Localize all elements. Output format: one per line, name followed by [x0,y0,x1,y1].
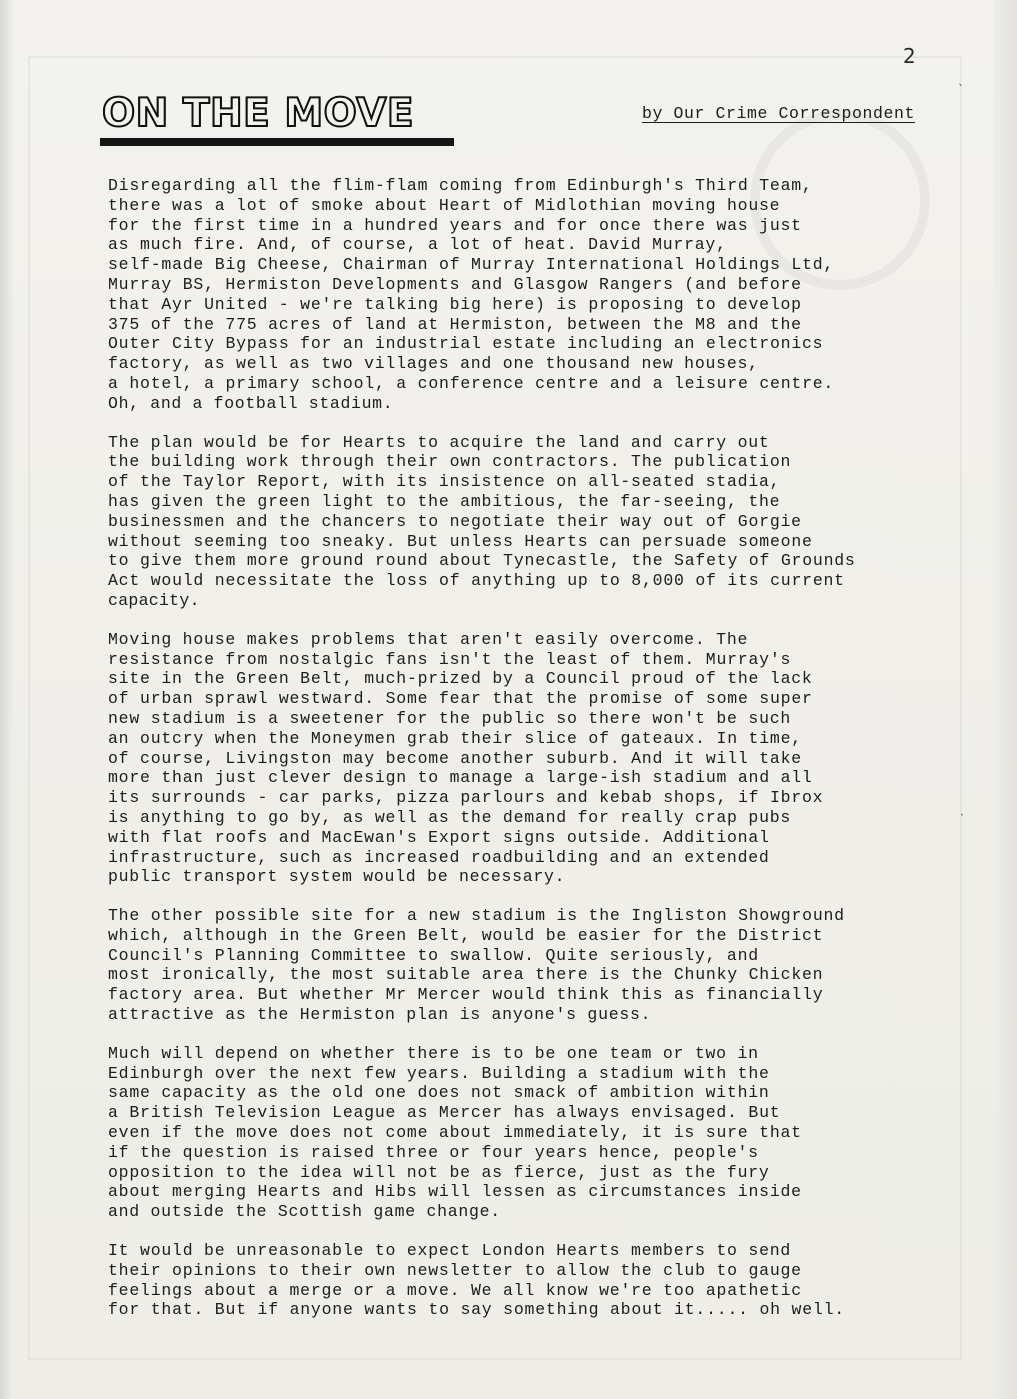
article-text-line: which, although in the Green Belt, would be easier for the District [108,925,824,945]
article-text-line: 375 of the 775 acres of land at Hermiston, between the M8 and the [108,314,802,334]
article-text-line: resistance from nostalgic fans isn't the least of them. Murray's [108,649,792,669]
article-paragraph [108,433,958,611]
article-text-line: without seeming too sneaky. But unless Hearts can persuade someone [108,531,813,551]
page-number: 2 [903,44,916,68]
article-text-line: Moving house makes problems that aren't easily overcome. The [108,629,749,649]
article-text-line: its surrounds - car parks, pizza parlours and kebab shops, if Ibrox [108,788,824,808]
article-text-line: of course, Livingston may become another suburb. And it will take [108,748,802,768]
article-text-line: of urban sprawl westward. Some fear that the promise of some super [108,689,813,709]
article-text-line: attractive as the Hermiston plan is anyone's guess. [108,1005,652,1025]
article-text-line: with flat roofs and MacEwan's Export signs outside. Additional [108,827,770,847]
article-text-line: The other possible site for a new stadium is the Ingliston Showground [108,906,845,926]
article-text-line: Disregarding all the flim-flam coming from Edinburgh's Third Team, [108,176,813,195]
page-right-edge-shadow [993,0,1017,1399]
article-paragraph [108,1044,958,1222]
article-text-line: to give them more ground round about Tynecastle, the Safety of Grounds [108,551,856,571]
article-text-line: a British Television League as Mercer has always envisaged. But [108,1103,781,1123]
article-text-line: Edinburgh over the next few years. Building a stadium with the [108,1063,770,1083]
article-text-line: capacity. [108,590,200,610]
article-text-line: Murray BS, Hermiston Developments and Glasgow Rangers (and before [108,274,802,294]
article-text-line: as much fire. And, of course, a lot of heat. David Murray, [108,235,727,255]
article-body [108,176,958,1339]
article-text-line: Act would necessitate the loss of anything up to 8,000 of its current [108,571,845,591]
article-text-line: public transport system would be necessary. [108,867,566,887]
article-text-line: Council's Planning Committee to swallow. Quite seriously, and [108,945,759,965]
article-headline: ON THE MOVE [102,91,415,136]
scan-speck: ˎ [958,72,964,86]
article-paragraph [108,630,958,887]
article-text-line: The plan would be for Hearts to acquire the land and carry out [108,432,770,452]
article-text-line: for that. But if anyone wants to say something about it..... oh well. [108,1300,845,1320]
article-text-line: is anything to go by, as well as the demand for really crap pubs [108,807,792,827]
article-text-line: Outer City Bypass for an industrial estate including an electronics [108,334,824,354]
article-text-line: factory, as well as two villages and one thousand new houses, [108,354,759,374]
article-text-line: their opinions to their own newsletter to allow the club to gauge [108,1260,802,1280]
article-text-line: site in the Green Belt, much-prized by a Council proud of the lack [108,669,813,689]
article-text-line: businessmen and the chancers to negotiate their way out of Gorgie [108,511,802,531]
article-text-line: Oh, and a football stadium. [108,393,394,413]
article-text-line: the building work through their own contractors. The publication [108,452,792,472]
article-paragraph [108,176,958,414]
article-text-line: infrastructure, such as increased roadbuilding and an extended [108,847,770,867]
article-text-line: has given the green light to the ambitious, the far-seeing, the [108,491,781,511]
article-text-line: there was a lot of smoke about Heart of Midlothian moving house [108,195,781,215]
article-text-line: that Ayr United - we're talking big here) is proposing to develop [108,294,802,314]
article-text-line: and outside the Scottish game change. [108,1202,501,1222]
article-paragraph [108,906,958,1025]
scan-speck: · [960,808,964,822]
article-text-line: even if the move does not come about immediately, it is sure that [108,1123,802,1143]
article-text-line: opposition to the idea will not be as fierce, just as the fury [108,1162,770,1182]
article-text-line: new stadium is a sweetener for the public so there won't be such [108,708,792,728]
article-text-line: more than just clever design to manage a large-ish stadium and all [108,768,813,788]
article-text-line: about merging Hearts and Hibs will lessen as circumstances inside [108,1182,802,1202]
headline-underline-bar [100,138,454,146]
article-byline: by Our Crime Correspondent [642,104,916,123]
article-paragraph [108,1241,958,1320]
page-left-edge-shadow [0,0,14,1399]
article-text-line: It would be unreasonable to expect London Hearts members to send [108,1241,792,1261]
article-text-line: an outcry when the Moneymen grab their slice of gateaux. In time, [108,728,802,748]
article-text-line: same capacity as the old one does not smack of ambition within [108,1083,770,1103]
article-text-line: of the Taylor Report, with its insistence on all-seated stadia, [108,472,781,492]
article-text-line: most ironically, the most suitable area there is the Chunky Chicken [108,965,824,985]
article-text-line: a hotel, a primary school, a conference centre and a leisure centre. [108,373,835,393]
article-text-line: factory area. But whether Mr Mercer would think this as financially [108,985,824,1005]
article-text-line: for the first time in a hundred years and for once there was just [108,215,802,235]
article-text-line: self-made Big Cheese, Chairman of Murray International Holdings Ltd, [108,255,835,275]
article-text-line: feelings about a merge or a move. We all know we're too apathetic [108,1280,802,1300]
article-text-line: if the question is raised three or four years hence, people's [108,1142,759,1162]
article-text-line: Much will depend on whether there is to be one team or two in [108,1043,759,1063]
